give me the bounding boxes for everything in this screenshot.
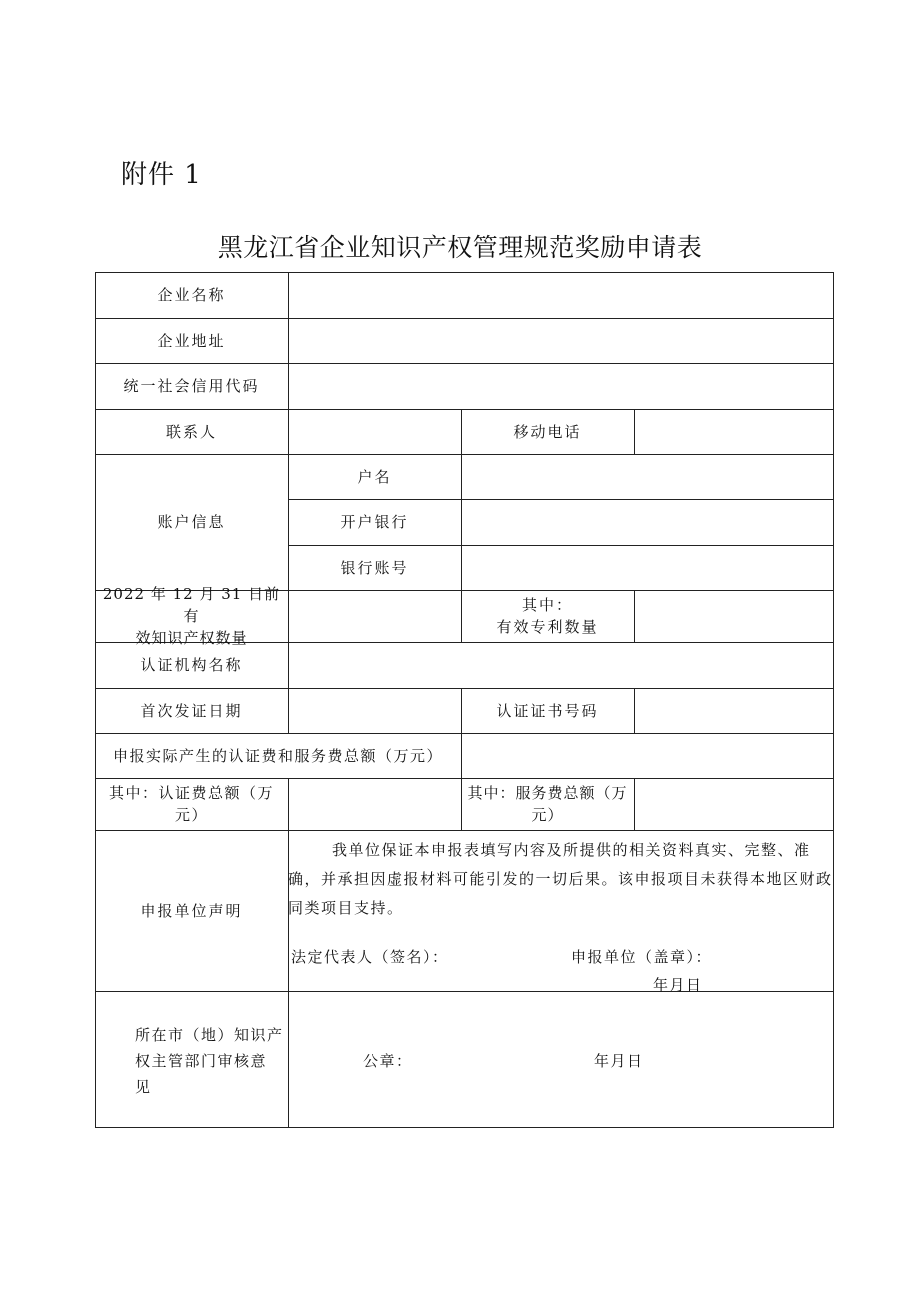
account-number-label: 银行账号	[340, 558, 409, 577]
service-fee-label-line2: 元）	[531, 806, 564, 824]
account-name-label: 户名	[357, 467, 392, 486]
row-divider	[95, 991, 834, 992]
review-opinion-label	[135, 1021, 291, 1101]
cert-fee-label	[95, 778, 288, 830]
table-border	[95, 1127, 834, 1128]
patent-count-label-line2: 有效专利数量	[496, 618, 599, 636]
service-fee-label-line1: 其中：服务费总额（万	[467, 784, 628, 802]
review-date-label: 年月日	[594, 1052, 644, 1070]
contact-label: 联系人	[165, 422, 217, 441]
review-label-line3: 见	[135, 1078, 152, 1096]
declaration-paragraph: 我单位保证本申报表填写内容及所提供的相关资料真实、完整、准确，并承担因虚报材料可能引发的一切后果。该申报项目未获得本地区财政同类项目支持。	[288, 841, 833, 917]
ip-count-label	[95, 585, 288, 647]
cert-fee-label-line1: 其中：认证费总额（万	[108, 784, 274, 802]
declaration-label: 申报单位声明	[140, 901, 243, 920]
patent-count-label	[461, 590, 634, 642]
form-title: 黑龙江省企业知识产权管理规范奖励申请表	[217, 233, 703, 262]
column-divider	[634, 778, 635, 830]
column-divider	[634, 590, 635, 642]
account-info-label: 账户信息	[157, 513, 226, 531]
first-issue-date-label: 首次发证日期	[140, 701, 243, 720]
review-label-line2: 权主管部门审核意	[135, 1052, 268, 1070]
official-seal-label: 公章：	[363, 1052, 413, 1070]
ip-count-label-line1: 2022 年 12 月 31 日前有	[102, 585, 281, 625]
service-fee-label	[461, 778, 634, 830]
table-border	[833, 272, 834, 1128]
review-label-line1: 所在市（地）知识产	[135, 1026, 284, 1044]
declaration-text	[288, 836, 833, 923]
column-divider	[634, 688, 635, 733]
attachment-label: 附件 1	[121, 160, 202, 190]
patent-count-label-line1: 其中：	[521, 596, 573, 614]
ip-count-label-line2: 效知识产权数量	[135, 629, 248, 647]
application-form-table	[95, 272, 834, 1128]
column-divider	[634, 409, 635, 454]
bank-label: 开户银行	[340, 513, 409, 531]
legal-rep-signature-label: 法定代表人（签名）：	[291, 948, 449, 966]
total-fee-label: 申报实际产生的认证费和服务费总额（万元）	[112, 746, 443, 765]
applicant-seal-label: 申报单位（盖章）：	[571, 948, 713, 966]
credit-code-label: 统一社会信用代码	[123, 377, 260, 395]
cert-number-label: 认证证书号码	[496, 701, 599, 720]
company-address-label: 企业地址	[157, 331, 226, 350]
mobile-label: 移动电话	[513, 422, 582, 441]
declaration-date-label: 年月日	[653, 976, 703, 994]
company-name-label: 企业名称	[157, 286, 226, 304]
cert-org-label: 认证机构名称	[140, 656, 243, 674]
cert-fee-label-line2: 元）	[174, 806, 208, 824]
column-divider	[461, 454, 462, 590]
